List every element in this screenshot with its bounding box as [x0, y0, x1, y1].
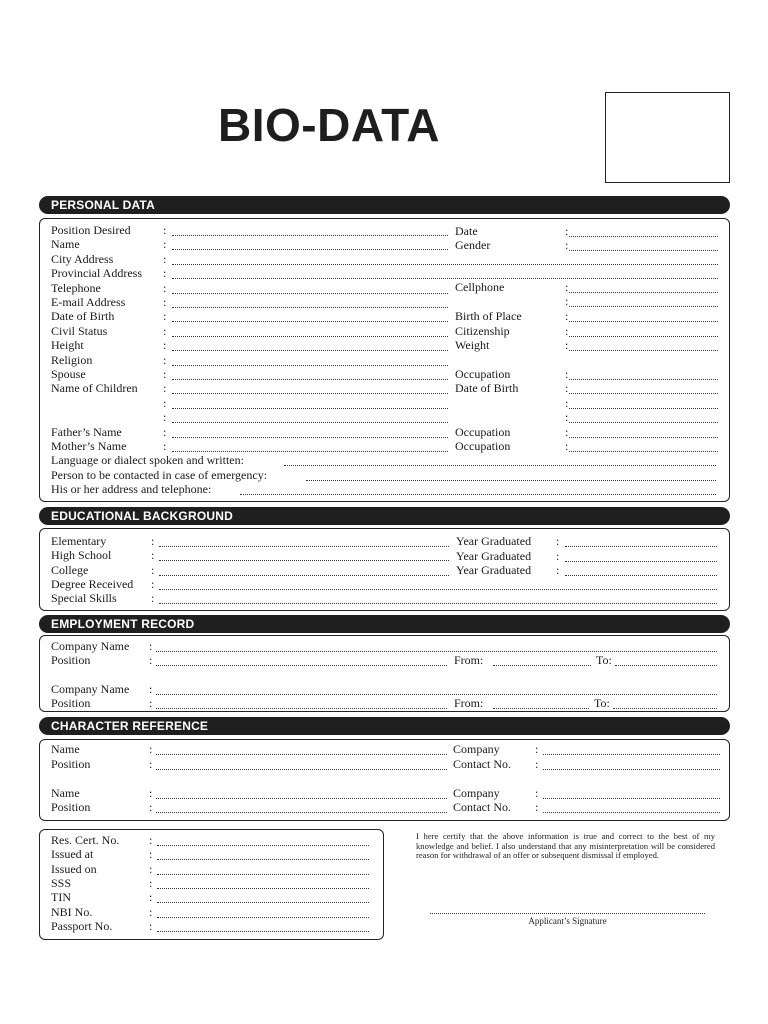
contact-no-label: Contact No. [453, 757, 511, 771]
colon: : [163, 381, 167, 395]
passport-field[interactable] [157, 931, 369, 932]
issued-on-label: Issued on [51, 862, 97, 876]
position-desired-field[interactable] [172, 235, 448, 236]
colon: : [565, 410, 569, 424]
email-label: E-mail Address [51, 295, 126, 309]
colon: : [151, 563, 155, 577]
language-field[interactable] [284, 465, 716, 466]
fathers-name-label: Father’s Name [51, 425, 122, 439]
citizenship-label: Citizenship [455, 324, 510, 338]
child-dob-field[interactable] [569, 408, 718, 409]
emergency-contact-label: Person to be contacted in case of emergency: [51, 468, 268, 482]
colon: : [163, 266, 167, 280]
colon: : [163, 281, 167, 295]
religion-label: Religion [51, 353, 93, 367]
colon: : [149, 786, 153, 800]
colon: : [565, 294, 569, 308]
from-field[interactable] [493, 708, 589, 709]
res-cert-label: Res. Cert. No. [51, 833, 120, 847]
birth-place-field[interactable] [569, 321, 718, 322]
colon: : [149, 919, 153, 933]
colon: : [149, 696, 153, 710]
certification-text: I here certify that the above information is true and correct to the best of my knowledge and belief. I also understand that any misinterpretation will be considered reason for withdrawal of an offer or subsequent dismissal if employed. [416, 831, 715, 860]
company-name-field[interactable] [156, 651, 717, 652]
reference-position-label: Position [51, 800, 91, 814]
reference-name-field[interactable] [156, 798, 447, 799]
weight-field[interactable] [569, 350, 718, 351]
religion-field[interactable] [172, 365, 448, 366]
employment-record-panel [39, 635, 730, 712]
colon: : [149, 890, 153, 904]
sss-field[interactable] [157, 888, 369, 889]
high-school-year-field[interactable] [565, 561, 717, 562]
colon: : [151, 577, 155, 591]
child-name-field[interactable] [172, 393, 448, 394]
section-header-personal-data: PERSONAL DATA [39, 196, 730, 214]
date-field[interactable] [569, 236, 718, 237]
position-field[interactable] [156, 665, 447, 666]
language-label: Language or dialect spoken and written: [51, 453, 244, 467]
high-school-field[interactable] [159, 560, 449, 561]
character-reference-panel [39, 739, 730, 821]
mothers-name-label: Mother’s Name [51, 439, 127, 453]
colon: : [163, 410, 167, 424]
position-label: Position [51, 696, 91, 710]
degree-received-label: Degree Received [51, 577, 134, 591]
cellphone-field-2[interactable] [569, 306, 718, 307]
provincial-address-label: Provincial Address [51, 266, 142, 280]
father-occupation-label: Occupation [455, 425, 511, 439]
date-of-birth-label: Date of Birth [51, 309, 115, 323]
colon: : [151, 591, 155, 605]
colon: : [565, 367, 569, 381]
section-header-employment-record: EMPLOYMENT RECORD [39, 615, 730, 633]
from-field[interactable] [493, 665, 591, 666]
reference-position-field[interactable] [156, 769, 447, 770]
reference-company-field[interactable] [543, 798, 720, 799]
colon: : [565, 439, 569, 453]
colon: : [149, 682, 153, 696]
colon: : [163, 295, 167, 309]
colon: : [149, 653, 153, 667]
section-header-educational-background: EDUCATIONAL BACKGROUND [39, 507, 730, 525]
citizenship-field[interactable] [569, 336, 718, 337]
gender-field[interactable] [569, 250, 718, 251]
colon: : [163, 309, 167, 323]
colon: : [163, 367, 167, 381]
from-label: From: [454, 653, 484, 667]
name-field[interactable] [172, 249, 448, 250]
colon: : [565, 338, 569, 352]
colon: : [535, 757, 539, 771]
colon: : [149, 833, 153, 847]
reference-contact-field[interactable] [543, 812, 720, 813]
colon: : [565, 425, 569, 439]
colon: : [565, 280, 569, 294]
colon: : [535, 742, 539, 756]
tin-field[interactable] [157, 902, 369, 903]
position-label: Position [51, 653, 91, 667]
city-address-field[interactable] [172, 264, 718, 265]
elementary-year-field[interactable] [565, 546, 717, 547]
high-school-label: High School [51, 548, 112, 562]
college-year-field[interactable] [565, 575, 717, 576]
from-label: From: [454, 696, 484, 710]
colon: : [163, 396, 167, 410]
cellphone-label: Cellphone [455, 280, 505, 294]
colon: : [556, 549, 560, 563]
page-title: BIO-DATA [218, 99, 441, 151]
colon: : [565, 381, 569, 395]
tin-label: TIN [51, 890, 71, 904]
section-header-character-reference: CHARACTER REFERENCE [39, 717, 730, 735]
special-skills-field[interactable] [159, 603, 717, 604]
colon: : [163, 324, 167, 338]
signature-line[interactable] [430, 913, 705, 914]
company-name-label: Company Name [51, 639, 130, 653]
signature-label: Applicant’s Signature [528, 916, 607, 926]
colon: : [163, 223, 167, 237]
name-label: Name [51, 237, 80, 251]
telephone-label: Telephone [51, 281, 101, 295]
colon: : [151, 534, 155, 548]
civil-status-label: Civil Status [51, 324, 108, 338]
colon: : [149, 862, 153, 876]
colon: : [535, 786, 539, 800]
emergency-address-label: His or her address and telephone: [51, 482, 212, 496]
colon: : [149, 742, 153, 756]
to-field[interactable] [615, 665, 717, 666]
height-label: Height [51, 338, 84, 352]
child-dob-field[interactable] [569, 422, 718, 423]
child-name-field[interactable] [172, 422, 448, 423]
gender-label: Gender [455, 238, 491, 252]
colon: : [149, 905, 153, 919]
colon: : [535, 800, 539, 814]
college-label: College [51, 563, 89, 577]
reference-company-field[interactable] [543, 754, 720, 755]
birth-place-label: Birth of Place [455, 309, 522, 323]
elementary-field[interactable] [159, 546, 449, 547]
mother-occupation-field[interactable] [569, 451, 718, 452]
reference-position-label: Position [51, 757, 91, 771]
res-cert-field[interactable] [157, 845, 369, 846]
contact-no-label: Contact No. [453, 800, 511, 814]
father-occupation-field[interactable] [569, 437, 718, 438]
mother-occupation-label: Occupation [455, 439, 511, 453]
company-label: Company [453, 742, 500, 756]
year-graduated-label: Year Graduated [456, 549, 532, 563]
to-label: To: [596, 653, 612, 667]
spouse-occupation-label: Occupation [455, 367, 511, 381]
colon: : [163, 439, 167, 453]
to-field[interactable] [613, 708, 717, 709]
colon: : [565, 396, 569, 410]
reference-name-field[interactable] [156, 754, 447, 755]
emergency-address-field[interactable] [240, 494, 716, 495]
educational-background-panel [39, 528, 730, 611]
cellphone-field[interactable] [569, 292, 718, 293]
telephone-field[interactable] [172, 293, 448, 294]
child-dob-field[interactable] [569, 393, 718, 394]
year-graduated-label: Year Graduated [456, 563, 532, 577]
colon: : [163, 252, 167, 266]
provincial-address-field[interactable] [172, 278, 718, 279]
college-field[interactable] [159, 575, 449, 576]
date-of-birth-field[interactable] [172, 321, 448, 322]
nbi-label: NBI No. [51, 905, 93, 919]
colon: : [149, 847, 153, 861]
colon: : [151, 548, 155, 562]
special-skills-label: Special Skills [51, 591, 117, 605]
position-field[interactable] [156, 708, 447, 709]
position-desired-label: Position Desired [51, 223, 131, 237]
colon: : [163, 353, 167, 367]
reference-position-field[interactable] [156, 812, 447, 813]
spouse-field[interactable] [172, 379, 448, 380]
colon: : [149, 639, 153, 653]
date-label: Date [455, 224, 478, 238]
mothers-name-field[interactable] [172, 451, 448, 452]
colon: : [163, 237, 167, 251]
reference-name-label: Name [51, 742, 80, 756]
colon: : [565, 224, 569, 238]
photo-box[interactable] [605, 92, 730, 183]
issued-on-field[interactable] [157, 874, 369, 875]
colon: : [565, 324, 569, 338]
email-field[interactable] [172, 307, 448, 308]
colon: : [556, 534, 560, 548]
colon: : [565, 238, 569, 252]
colon: : [565, 309, 569, 323]
height-field[interactable] [172, 350, 448, 351]
colon: : [149, 757, 153, 771]
issued-at-label: Issued at [51, 847, 94, 861]
fathers-name-field[interactable] [172, 437, 448, 438]
colon: : [163, 338, 167, 352]
year-graduated-label: Year Graduated [456, 534, 532, 548]
colon: : [149, 876, 153, 890]
issued-at-field[interactable] [157, 859, 369, 860]
civil-status-field[interactable] [172, 336, 448, 337]
city-address-label: City Address [51, 252, 114, 266]
to-label: To: [594, 696, 610, 710]
colon: : [556, 563, 560, 577]
reference-name-label: Name [51, 786, 80, 800]
weight-label: Weight [455, 338, 490, 352]
spouse-label: Spouse [51, 367, 86, 381]
elementary-label: Elementary [51, 534, 107, 548]
colon: : [149, 800, 153, 814]
nbi-field[interactable] [157, 917, 369, 918]
reference-contact-field[interactable] [543, 769, 720, 770]
colon: : [163, 425, 167, 439]
degree-received-field[interactable] [159, 589, 717, 590]
spouse-occupation-field[interactable] [569, 379, 718, 380]
sss-label: SSS [51, 876, 72, 890]
child-name-field[interactable] [172, 408, 448, 409]
name-of-children-label: Name of Children [51, 381, 138, 395]
company-label: Company [453, 786, 500, 800]
emergency-contact-field[interactable] [306, 480, 716, 481]
company-name-field[interactable] [156, 694, 717, 695]
company-name-label: Company Name [51, 682, 130, 696]
passport-label: Passport No. [51, 919, 113, 933]
child-date-of-birth-label: Date of Birth [455, 381, 519, 395]
